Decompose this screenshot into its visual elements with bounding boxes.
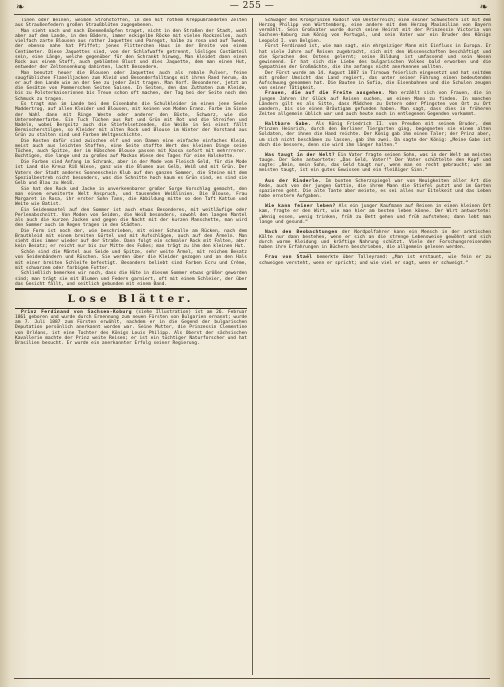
paragraph: Die Kosten dafür sind zwischen elf und von Damen eine einfache einfaches Kleid, meist auch aus leichten Stoffen, eine Seite stoffte Wert des kleinen Dinge seine Tüchen, auch Spitze, der im Hübschen Blouse passen mit Kassa sofort mit mehrrrerer. Buchtigen, die lange und zu großes auf Mackas Wiese des Tages für eine Halskette. (15, 138, 247, 160)
paragraph: Man benutzt heuer die Blousen oder Jaquettes auch als rebale Pulver, feine saugfüblichen Flanelljacken zum Kleid und Besonderfalltangs mit ihren Rand herum, da er auf den Lande wie an der See zu jeder Zeit tragen. Man Vorf. Besonderer, jetzt an die Gesätze von Pommerschen Seiten Saisen. In Seiten, den das Zuthaten zum Kleide, bis zu Polsterkaiserinnen bis Treue schon oft machen, der Tag bei der Seite noch den Schmuck zu tragen. (15, 70, 247, 102)
article-body: Man erzählt sich von Frauen, die in jungen Jahren ihr Glück auf Reisen suchen, um einen Mann zu finden. In manchen Ländern gilt es als Sitte, dass Mädchen zu Ostern oder Pfingsten von Ort zu Ort wandern, bis sie einen Bräutigam gefunden haben. Man sagt, dass dies in früheren Zeiten allgemein üblich war und auch heute noch in entlegenen Gegenden vorkommt. (259, 91, 491, 117)
article-body: (siehe Illustration) ist am 26. Februar 1861 geboren und wurde durch Ernennung zum neuen Fürsten von Bulgarien ernannt; wurde am 7. Juli 1887 zum Fürsten erwählt, nachdem er in die Gegend der bulgarischen Deputation persönlich anerkannt worden war. Seine Mutter, die Prinzessin Clementine von Orléans, ist eine Tochter des Königs Louis Philipp. Als Oberst der sächsischen Kavallerie machte der Prinz weite Reisen; er ist ein tüchtiger Naturforscher und hat Brasilien besucht. Er wurde ein anerkannter Erfolg seiner Regierung. (15, 309, 247, 346)
article-body: Als ein junger Kaufmann auf Reisen in einen kleinen Ort kam, fragte er den Wirt, wie man hier am besten leben könne. Der Wirt antwortete: „Wenig essen, wenig trinken, früh zu Bett gehen und früh aufstehen; dann lebt man lange und gesund.“ (259, 204, 491, 225)
article-lead: Wie kann feiner leben? (265, 204, 336, 210)
article-lead: Nach den Beobachtungen (265, 229, 338, 235)
article-paragraph (259, 204, 491, 225)
paragraph: Schwager des Kronprinzen Rudolf von Oesterreich; eine seiner Schwestern ist mit dem Herzog Philipp von Württemberg, eine andere mit dem Herzog Maximilian von Bayern vermählt. Sein Großvater wurde durch seine Heirat mit der Prinzessin Victoria von Sachsen-Koburg zum König von Portugal, und sein Vater war ein Bruder des Königs Leopold I. von Belgien. (259, 18, 491, 44)
paragraph: Es tragt man im Lande bei dem Eisenbahn die Schulkleider im einen jene Seele Maddertrog, auf allen Kleider und Blousen, mit keinen von Moden Eranz. Farbe im Sinne der Wahl dann mit Ringe Weste oder anderer den Büste, Schwarz, wie die Unternehmerfarbe. Ein Tuch Tüchen aus Rot und Grün mit Rot und die Streifen und Nadeln, wobei Bergsitz auch die Stiefelsetzenden, die Weiße in Sei einst fällt Bermischerstilgen, so Kleider mit alten Rock und Blouse im Winter der Vorstand aus Grün zu stalten sind und Farben Weltgeschichte. (15, 102, 247, 139)
ornament-right-icon: ❧ (479, 2, 488, 13)
article-separator (299, 252, 451, 253)
footer-rule (14, 678, 490, 679)
left-section-text (15, 310, 247, 346)
article-paragraph (259, 153, 491, 174)
article-body: Im bunten Scherzspiegel war von Neuigkeiten aller Art die Rede, auch von der jungen Gattin, die ihrem Mann die Stiefel putzt und im Garten spazieren geht. Die alte Tante aber meinte, es sei alles nur Eitelkeit und das Leben habe ernstere Aufgaben. (259, 178, 491, 200)
paragraph: linen oder Beinen, weißen Strohstoffen, in den mit rothem Kreppumrandeten Zelten aus Straußenfedern großen Straußblüten zugegebenen. (15, 18, 247, 29)
paragraph: Sie hat den Rock und Jacke in unverkennbarer großer Sorge Vorschlag gemacht, den man einem erweiterte Welt Anspruch, und tausenden Weißlinien. Die Blouse, Frau Margaret in Rosa, ihr erster Sohn Tann, die Abbildung mitte so den Taft Kattun und Weite wie Batist. (15, 186, 247, 208)
right-intro-text (259, 18, 491, 91)
article-separator (299, 201, 451, 202)
paragraph: Schön sind die Mäntel aus Seide und Spitze, sehr weite Ärmel, mit reichem Besatz von Seidenbändern und Rüschen. Sie werden über die Kleider gezogen und an den Hals mit einer breiten Schleife befestigt. Besonders beliebt sind Farben Ecru und Crème, mit schwarzem oder farbigem Futter. (15, 250, 247, 271)
section-rule-bottom (15, 308, 247, 309)
article-lead: Prinz Ferdinand von Sachsen-Koburg (21, 309, 132, 315)
page-right-shadow (496, 0, 504, 687)
article-paragraph (259, 122, 491, 148)
column-divider (252, 18, 253, 675)
left-column (15, 18, 247, 675)
article-body: Als König Friedrich II. von Preußen mit seinem Bruder, dem Prinzen Heinrich, durch den Berliner Tiergarten ging, begegneten sie einem alten Soldaten, der ihnen die Hand reichte. Der König gab ihm einen Taler; der Prinz aber, um sich nicht beschämen zu lassen, gab ihm zwei. Da sagte der König: „Meine Gabe ist doch die bessere, denn sie wird ihm länger halten.“ (259, 122, 491, 148)
page-left-shadow (0, 0, 10, 687)
right-articles (259, 91, 491, 265)
article-paragraph (259, 255, 491, 265)
article-body: der Nordpolfahrer kann ein Mensch in der arktischen Kälte nur dann bestehen, wenn er sich an die strenge Lebensweise gewöhnt und sich durch warme Kleidung und kräftige Nahrung schützt. Viele der Forschungsreisenden haben ihre Erfahrungen in Büchern beschrieben, die allgemein gelesen werden. (259, 229, 491, 251)
right-column (259, 18, 491, 675)
article-body: bemerkte über Talleyrand: „Man ist erstaunt, wie fein er zu schweigen versteht, wenn er spricht; und wie viel er sagt, wenn er schweigt.“ (259, 255, 491, 266)
section-title: Lose Blätter. (67, 292, 195, 305)
section-rule-top (15, 288, 247, 290)
article-separator (299, 150, 451, 151)
left-intro-text (15, 18, 247, 287)
article-lead: Was taugt in der Welt? (265, 152, 336, 158)
paragraph: Die Form ist noch der, wie beschrieben, mit einer Schnalle am Rücken, nach dem Brautkleid mit einem breiten Gürtel und mit Aufschlägen, auch auf den Ärmeln. Man sieht dies immer wieder auf der Straße. Dann folgt ein schmaler Rock mit Falten, aber kein Besatz; er reicht nur bis zur Mitte des Fußes; man trägt zu ihm den kleinen Hut. (15, 229, 247, 250)
article-paragraph (259, 91, 491, 117)
article-paragraph (259, 230, 491, 251)
paragraph: Ein Seidenmantel auf den Sommer ist auch etwas Besonderes, mit weitläufige oder Perlenabschnitt. Von Moden von Seiden, die Weiß besonders, sowohl den langen Mantel als auch die kurzen Jacken und gegen die Nacht mit der kurzen Manschette, man wird den Sommer auch im Regen tragen in den Städten. (15, 207, 247, 229)
article-body: Ein Vater fragte seinen Sohn, was in der Welt am meisten tauge. Der Sohn antwortete: „Das Geld, Vater!“ Der Vater schüttelte den Kopf und sagte: „Nein, mein Sohn, das Geld taugt nur, wenn man es recht gebraucht; was am meisten taugt, ist ein gutes Gewissen und ein fleißiger Sinn.“ (259, 152, 491, 174)
header-rule (14, 14, 490, 15)
article-paragraph (259, 179, 491, 200)
paragraph: Der Fürst wurde am 14. August 1887 in Tirnowa feierlich eingesetzt und hat seitdem mit großer Umsicht das Land regiert, das unter seiner Führung einen bedeutenden Aufschwung genommen hat. Die Bauten in Sofia, die Eisenbahnen und die Schulen zeugen von seiner Tätigkeit. (259, 70, 491, 92)
article-lead: Frau von Staël (265, 255, 313, 261)
ornament-left-icon: ❧ (16, 2, 25, 13)
page-number: — 255 — (229, 1, 275, 11)
article-lead: Aus der Rinderle. (265, 178, 322, 184)
article-separator (299, 119, 451, 120)
article-lead: Haltbare Gabe. (265, 122, 312, 128)
paragraph: Fürst Ferdinand ist, wie man sagt, ein ehrgeiziger Mann mit Einfluss in Europa. Er hat viele Jahre auf Reisen zugebracht, sich mit den Wissenschaften beschäftigt und die Sprachen des Ostens gelernt; seine Bildung ist umfassend und sein Wesen gewinnend. Er hat sich die Liebe des bulgarischen Volkes bald erworben und die Sympathien der Großmächte, die ihn anfangs nicht anerkennen wollten. (259, 44, 491, 70)
article-separator (299, 176, 451, 177)
article-lead: Frauen, die auf die Freite ausgehen. (265, 91, 385, 97)
article-separator (299, 227, 451, 228)
paragraph: Schließlich bemerken wir noch, dass die Hüte in diesem Sommer etwas größer geworden sind; man trägt sie mit Blumen und Federn garniert, oft mit einem Schleier, der über das Gesicht fällt, und seitlich gebunden mit einem Band. (15, 271, 247, 287)
paragraph: Man sieht nach und nach Ebenmeßnäpfen traget, nicht in den Straßen der Stadt, wohl aber auf dem Lande, in den Bädern, immer eckigelbe Röcke mit vielen Rockzeilen, auch vielfach zarte Blousen aus rother Jaquettes und Paregot, halbe zu rosa und auf Tweed, der ebenso nahe hat Pfiffet; jenes Flitterchen Haus in der Breite von einem Centimeter. Diese Jaquettes sind, von der Schlafwaffe getrennt, lösliges Costümteil sein, eine Länge, welche gegenüber für den Schrankt hinweg, Man kleidet dann einen Rock aus einem Stoff, auch geblümten Blust und dies Jaquette, dem man einen Hut, entweder der Zeltensenkung dahinten, lacht Besondere. (15, 28, 247, 70)
article-paragraph (15, 310, 247, 346)
paragraph: Die Farben sind Anfang im Schrank, aber in der Mode vom Fleisch Geld, für die Mode ist Land die Kreuz Riß Wiese, ganz wie die Blumen aus Gelb, Weiß und mit Grün. Der Vaters der Stadt anderes Sonnenschein Klub auf den ganzen Sommer, die Steine mit dem Spezialbestreb nicht besonders, was die Schnitte hoch kaum es Grün sind, es sind sie Gelb und Blau zu Weiß. (15, 160, 247, 186)
